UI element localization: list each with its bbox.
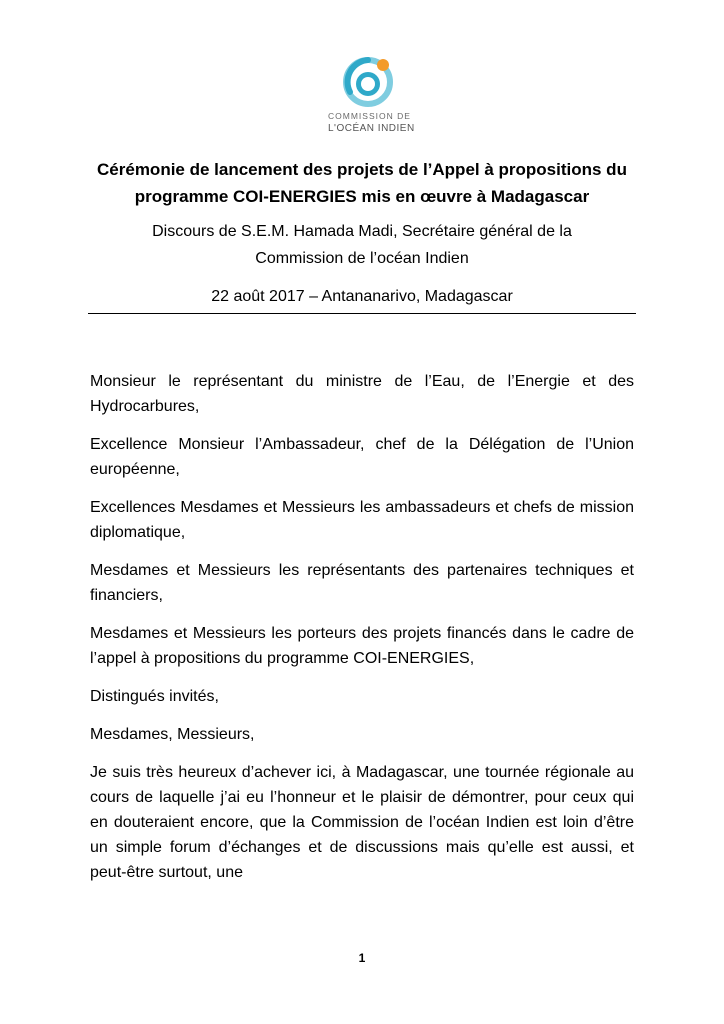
page-number: 1 — [358, 951, 366, 965]
document-title — [90, 156, 634, 210]
subtitle-line-2: Commission de l’océan Indien — [255, 250, 469, 267]
subtitle-line-1: Discours de S.E.M. Hamada Madi, Secrétaire général de la — [152, 223, 572, 240]
paragraph: Excellences Mesdames et Messieurs les ambassadeurs et chefs de mission diplomatique, — [90, 499, 634, 541]
paragraph: Monsieur le représentant du ministre de l’Eau, de l’Energie et des Hydrocarbures, — [90, 373, 634, 415]
speech-body — [90, 369, 634, 898]
title-line-2: programme COI-ENERGIES mis en œuvre à Madagascar — [134, 187, 590, 206]
dateline: 22 août 2017 – Antananarivo, Madagascar — [211, 288, 513, 305]
paragraph: Mesdames et Messieurs les représentants des partenaires techniques et financiers, — [90, 562, 634, 604]
header-divider — [88, 313, 636, 314]
coi-emblem-icon — [342, 52, 394, 108]
paragraph: Distingués invités, — [90, 688, 219, 705]
document-subtitle — [90, 218, 634, 272]
title-line-1: Cérémonie de lancement des projets de l’Appel à propositions du — [97, 160, 627, 179]
logo-line-1: COMMISSION DE — [328, 111, 411, 121]
paragraph: Je suis très heureux d’achever ici, à Madagascar, une tournée régionale au cours de laquelle j’ai eu l’honneur et le plaisir de démontrer, pour ceux qui en douteraient encore, que la Commission de l’océan Indien est loin d’être un simple forum d’échanges et de discussions mais qu’elle est aussi, et peut-être surtout, une — [90, 764, 634, 881]
paragraph: Mesdames, Messieurs, — [90, 726, 255, 743]
logo-line-2: L'OCÉAN INDIEN — [328, 123, 415, 134]
paragraph: Mesdames et Messieurs les porteurs des projets financés dans le cadre de l’appel à propositions du programme COI-ENERGIES, — [90, 625, 634, 667]
coi-logo — [328, 52, 415, 142]
paragraph: Excellence Monsieur l’Ambassadeur, chef de la Délégation de l’Union européenne, — [90, 436, 634, 478]
